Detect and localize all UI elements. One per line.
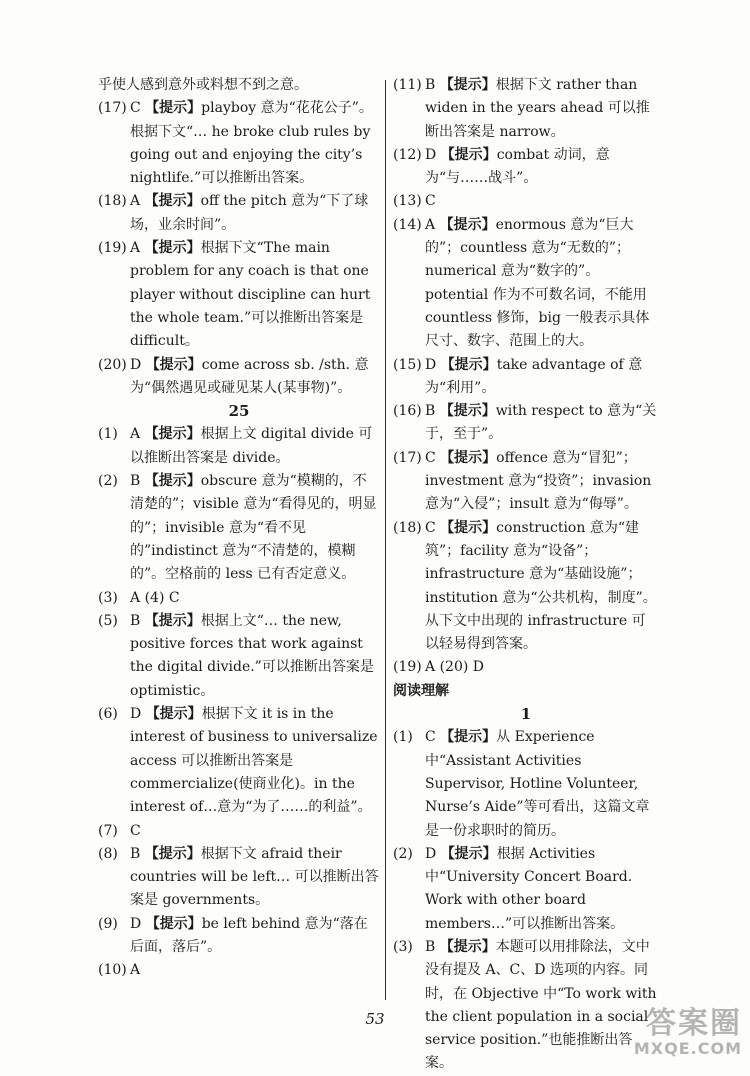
column-divider — [385, 80, 386, 1000]
hint-label: 【提示】 — [440, 356, 497, 373]
hint-label: 【提示】 — [440, 729, 497, 746]
answer-entry — [393, 656, 659, 679]
hint-label: 【提示】 — [145, 915, 202, 932]
answer-entry — [98, 913, 380, 960]
answer-entry — [98, 959, 380, 982]
hint-label: 【提示】 — [145, 100, 202, 117]
answer-entry — [393, 144, 659, 191]
answer-letter: D — [425, 845, 437, 862]
page-number: 53 — [365, 1010, 385, 1028]
answer-entry — [98, 470, 380, 586]
answer-letter: B — [425, 77, 436, 93]
hint-label: 【提示】 — [439, 403, 496, 420]
watermark-sub: MXQE.COM — [633, 1039, 742, 1058]
answer-letter: C — [130, 100, 141, 117]
question-number: (1) — [393, 729, 413, 746]
answer-letter: A — [425, 216, 436, 233]
answer-letter: A — [130, 589, 141, 606]
section-number: 1 — [520, 705, 532, 724]
explanation-text: 根据上文“… the new, positive forces that work against the digital divide.”可以推断出答案是 optimistic。 — [130, 612, 374, 699]
hint-label: 【提示】 — [144, 426, 201, 443]
answer-letter: D — [130, 915, 142, 932]
question-number: (20) — [98, 356, 127, 373]
answer-letter: C — [425, 449, 436, 466]
answer-entry — [98, 237, 380, 353]
answer-entry — [393, 726, 659, 842]
section-number: 25 — [228, 402, 250, 421]
explanation-text: (20) D — [439, 659, 484, 676]
explanation-text: 根据下文 it is in the interest of business to universalize access 可以推断出答案是 commercialize(使商业化)。in the interest of…意为“为了……的利益”。 — [130, 706, 378, 816]
explanation-text: 根据下文 rather than widen in the years ahead 可以推断出答案是 narrow。 — [425, 77, 650, 140]
explanation-text: combat 动词，意为“与……战斗”。 — [425, 146, 610, 187]
hint-label: 【提示】 — [144, 845, 201, 862]
answer-letter: A — [130, 193, 141, 210]
question-number: (3) — [98, 589, 118, 606]
question-number: (16) — [393, 403, 422, 420]
answer-letter: C — [425, 193, 436, 210]
hint-label: 【提示】 — [440, 146, 497, 163]
question-number: (8) — [98, 845, 118, 862]
explanation-text: 根据上文 digital divide 可以推断出答案是 divide。 — [130, 426, 373, 466]
answer-entry — [98, 843, 380, 913]
question-number: (7) — [98, 822, 118, 839]
explanation-text: playboy 意为“花花公子”。根据下文“… he broke club rules by going out and enjoying the city’s nightlife.”可以推断出答案。 — [130, 100, 373, 187]
question-number: (14) — [393, 216, 422, 233]
answer-letter: A — [130, 962, 141, 979]
section-title: 阅读理解 — [393, 682, 449, 699]
hint-label: 【提示】 — [439, 216, 496, 233]
answer-letter: C — [425, 519, 436, 536]
explanation-text: 乎使人感到意外或料想不到之意。 — [98, 77, 308, 93]
question-number: (6) — [98, 706, 118, 723]
explanation-text: construction 意为“建筑”；facility 意为“设备”；infrastructure 意为“基础设施”；institution 意为“公共机构，制度”。从下文中出现的 infrastructure 可以轻易得到答案。 — [425, 519, 657, 653]
answer-letter: B — [130, 845, 141, 862]
explanation-text: take advantage of 意为“利用”。 — [425, 356, 643, 396]
answer-letter: A — [130, 240, 141, 257]
question-number: (5) — [98, 612, 118, 629]
question-number: (13) — [393, 193, 422, 210]
question-number: (9) — [98, 915, 118, 932]
question-number: (17) — [393, 449, 422, 466]
answer-entry — [98, 190, 380, 237]
right-column — [393, 74, 659, 1076]
answer-entry — [393, 936, 659, 1076]
question-number: (2) — [98, 473, 118, 490]
answer-entry — [393, 190, 659, 213]
question-number: (17) — [98, 100, 127, 117]
explanation-text: 根据下文“The main problem for any coach is that one player without discipline can hurt the whole team.”可以推断出答案是 difficult。 — [130, 240, 371, 350]
question-number: (10) — [98, 962, 127, 979]
explanation-text: 本题可以用排除法，文中没有提及 A、C、D 选项的内容。同时，在 Objective 中“To work with the client population in a social service position.”也能推断出答案。 — [425, 938, 657, 1072]
explanation-text: enormous 意为“巨大的”；countless 意为“无数的”；numerical 意为“数字的”。potential 作为不可数名词，不能用 countless 修饰，big 一般表示具体尺寸、数字、范围上的大。 — [425, 216, 650, 350]
answer-entry — [98, 354, 380, 401]
hint-label: 【提示】 — [440, 845, 497, 862]
question-number: (18) — [393, 519, 422, 536]
answer-entry — [98, 97, 380, 190]
answer-letter: D — [425, 356, 437, 373]
answer-letter: B — [130, 612, 141, 629]
answer-entry — [393, 74, 659, 144]
answer-entry — [393, 517, 659, 657]
hint-label: 【提示】 — [144, 240, 201, 257]
answer-entry — [393, 447, 659, 517]
answer-letter: B — [425, 938, 436, 955]
answer-letter: B — [130, 473, 141, 490]
question-number: (19) — [98, 240, 127, 257]
hint-label: 【提示】 — [440, 519, 497, 536]
question-number: (18) — [98, 193, 127, 210]
continued-text — [98, 74, 380, 97]
left-column — [98, 74, 380, 983]
answer-letter: D — [425, 146, 437, 163]
explanation-text: off the pitch 意为“下了球场，业余时间”。 — [130, 193, 369, 233]
explanation-text: with respect to 意为“关于，至于”。 — [425, 403, 657, 443]
answer-letter: D — [130, 706, 142, 723]
answer-entry — [393, 354, 659, 401]
answer-entry — [393, 843, 659, 936]
answer-entry — [98, 703, 380, 819]
explanation-text: (4) C — [144, 589, 180, 606]
answer-letter: C — [425, 729, 436, 746]
answer-entry — [98, 587, 380, 610]
answer-entry — [98, 820, 380, 843]
hint-label: 【提示】 — [144, 473, 201, 490]
hint-label: 【提示】 — [440, 449, 497, 466]
answer-entry — [393, 400, 659, 447]
explanation-text: obscure 意为“模糊的，不清楚的”；visible 意为“看得见的，明显的”；invisible 意为“看不见的”indistinct 意为“不清楚的，模糊的”。空格前的 less 已有否定意义。 — [130, 473, 377, 583]
explanation-text: offence 意为“冒犯”；investment 意为“投资”；invasion 意为“入侵”；insult 意为“侮辱”。 — [425, 449, 652, 513]
explanation-text: 从 Experience 中“Assistant Activities Supervisor, Hotline Volunteer, Nurse’s Aide”等可看出，这篇文章是一份求职时的简历。 — [425, 729, 650, 839]
answer-letter: A — [130, 426, 141, 443]
question-number: (15) — [393, 356, 422, 373]
question-number: (11) — [393, 77, 422, 93]
explanation-text: 根据 Activities 中“University Concert Board. Work with other board members…”可以推断出答案。 — [425, 845, 633, 932]
hint-label: 【提示】 — [439, 938, 496, 955]
hint-label: 【提示】 — [145, 356, 202, 373]
explanation-text: come across sb. /sth. 意为“偶然遇见或碰见某人(某事物)”。 — [130, 356, 369, 396]
watermark-main: 答案圈 — [646, 1006, 742, 1041]
hint-label: 【提示】 — [145, 706, 202, 723]
question-number: (19) — [393, 659, 422, 676]
question-number: (2) — [393, 845, 413, 862]
watermark-logo — [634, 1008, 742, 1058]
answer-letter: B — [425, 403, 436, 420]
hint-label: 【提示】 — [144, 193, 201, 210]
question-number: (12) — [393, 146, 422, 163]
answer-entry — [98, 610, 380, 703]
answer-letter: D — [130, 356, 142, 373]
explanation-text: 根据下文 afraid their countries will be left… 可以推断出答案是 governments。 — [130, 845, 379, 909]
answer-entry — [98, 423, 380, 470]
answer-letter: A — [425, 659, 436, 676]
answer-letter: C — [130, 822, 141, 839]
answer-entry — [393, 214, 659, 354]
question-number: (1) — [98, 426, 118, 443]
question-number: (3) — [393, 938, 413, 955]
hint-label: 【提示】 — [144, 612, 201, 629]
explanation-text: be left behind 意为“落在后面，落后”。 — [130, 915, 368, 955]
hint-label: 【提示】 — [439, 77, 496, 93]
